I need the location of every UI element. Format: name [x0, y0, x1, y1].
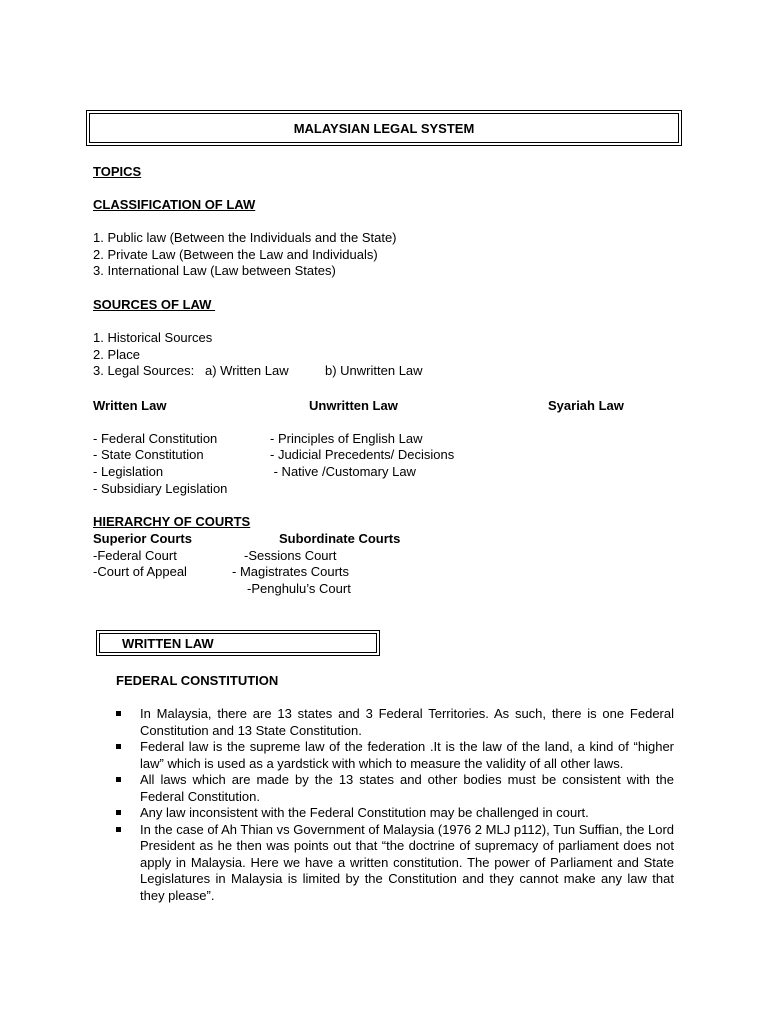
written-law-item: - State Constitution	[93, 447, 204, 462]
superior-court-item: -Federal Court	[93, 548, 177, 563]
federal-constitution-heading: FEDERAL CONSTITUTION	[116, 673, 279, 688]
written-law-box	[96, 630, 380, 656]
written-law-item: - Subsidiary Legislation	[93, 481, 228, 496]
list-item	[114, 706, 674, 739]
syariah-law-heading: Syariah Law	[548, 398, 624, 413]
written-law-heading: Written Law	[93, 398, 167, 413]
list-item-text: In the case of Ah Thian vs Government of Malaysia (1976 2 MLJ p112), Tun Suffian, the Lord President as he then was points out that “the doctrine of supremacy of parliament does not apply in Malaysia. Here we have a written constitution. The power of Parliament and State Legislatures in Malaysia is limited by the Constitution and they cannot make any law that they please”.	[140, 821, 674, 903]
bullet-square-icon	[116, 744, 121, 749]
superior-courts-heading: Superior Courts	[93, 531, 192, 546]
bullet-square-icon	[116, 711, 121, 716]
list-item-text: Federal law is the supreme law of the federation .It is the law of the land, a kind of “higher law” which is used as a yardstick with which to measure the validity of all other laws.	[140, 739, 674, 771]
federal-constitution-list	[114, 706, 674, 904]
title-box	[86, 110, 682, 146]
list-item-text: All laws which are made by the 13 states and other bodies must be consistent with the Federal Constitution.	[140, 772, 674, 804]
unwritten-law-heading: Unwritten Law	[309, 398, 398, 413]
classification-item: 3. International Law (Law between States)	[93, 263, 336, 278]
classification-item: 2. Private Law (Between the Law and Individuals)	[93, 247, 378, 262]
document-title: MALAYSIAN LEGAL SYSTEM	[293, 121, 475, 136]
list-item-text: In Malaysia, there are 13 states and 3 Federal Territories. As such, there is one Federal Constitution and 13 State Constitution.	[140, 706, 674, 738]
sources-item: 2. Place	[93, 347, 140, 362]
bullet-square-icon	[116, 810, 121, 815]
classification-item: 1. Public law (Between the Individuals and the State)	[93, 230, 397, 245]
sources-heading: SOURCES OF LAW	[93, 297, 216, 312]
sources-item: 1. Historical Sources	[93, 330, 213, 345]
list-item	[114, 805, 674, 822]
list-item	[114, 822, 674, 905]
subordinate-court-item: -Penghulu’s Court	[247, 581, 351, 596]
subordinate-courts-heading: Subordinate Courts	[279, 531, 401, 546]
unwritten-law-item: - Principles of English Law	[270, 431, 423, 446]
superior-court-item: -Court of Appeal	[93, 564, 187, 579]
written-law-box-label: WRITTEN LAW	[122, 636, 214, 651]
subordinate-court-item: - Magistrates Courts	[232, 564, 350, 579]
bullet-square-icon	[116, 827, 121, 832]
list-item-text: Any law inconsistent with the Federal Constitution may be challenged in court.	[140, 805, 589, 820]
bullet-square-icon	[116, 777, 121, 782]
written-law-item: - Federal Constitution	[93, 431, 218, 446]
topics-heading: TOPICS	[93, 164, 142, 179]
subordinate-court-item: -Sessions Court	[244, 548, 337, 563]
sources-item: 3. Legal Sources: a) Written Law	[93, 363, 289, 378]
list-item	[114, 772, 674, 805]
unwritten-law-item: - Judicial Precedents/ Decisions	[270, 447, 455, 462]
list-item	[114, 739, 674, 772]
written-law-item: - Legislation	[93, 464, 164, 479]
classification-heading: CLASSIFICATION OF LAW	[93, 197, 256, 212]
courts-heading: HIERARCHY OF COURTS	[93, 514, 251, 529]
sources-unwritten: b) Unwritten Law	[325, 363, 423, 378]
unwritten-law-item: - Native /Customary Law	[270, 464, 416, 479]
